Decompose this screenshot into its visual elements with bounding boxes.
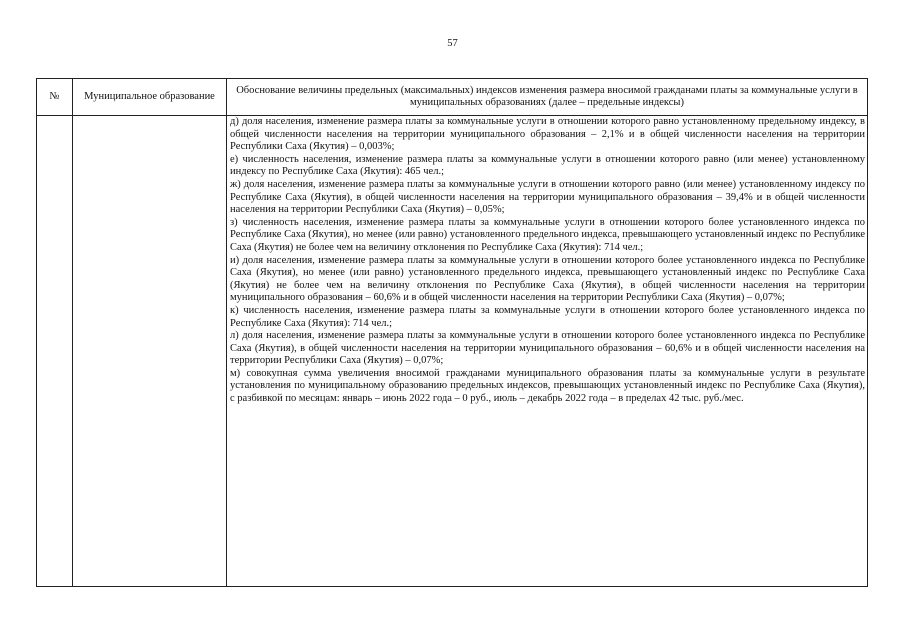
column-divider-1 — [72, 79, 73, 586]
justification-table — [36, 78, 868, 587]
paragraph-l: л) доля населения, изменение размера платы за коммунальные услуги в отношении которого более установленного индекса по Республике Саха (Якутия), в общей численности населения на территории муниципального образования – 60,6% и в общей численности населения на территории Республики Саха (Якутия) – 0,07%; — [230, 330, 865, 367]
paragraph-e: е) численность населения, изменение размера платы за коммунальные услуги в отношении которого равно (или менее) установленному индексу по Республике Саха (Якутия): 465 чел.; — [230, 153, 865, 178]
paragraph-zh: ж) доля населения, изменение размера платы за коммунальные услуги в отношении которого равно (или менее) установленному индексу по Республике Саха (Якутия), в общей численности населения на территории муниципального образования – 39,4% и в общей численности населения на территории Республики Саха (Якутия) – 0,05%; — [230, 178, 865, 216]
header-municipality: Муниципальное образование — [84, 90, 215, 102]
paragraph-d: д) доля населения, изменение размера платы за коммунальные услуги в отношении которого равно установленному предельному индексу, в общей численности населения на территории муниципального образования – 2,1% и в общей численности населения на территории Республики Саха (Якутия) – 0,003%; — [230, 116, 865, 153]
column-divider-2 — [226, 79, 227, 586]
header-number: № — [49, 90, 60, 102]
justification-cell — [230, 116, 865, 406]
paragraph-k: к) численность населения, изменение размера платы за коммунальные услуги в отношении которого более установленного индекса по Республике Саха (Якутия): 714 чел.; — [230, 304, 865, 329]
paragraph-i: и) доля населения, изменение размера платы за коммунальные услуги в отношении которого более установленного индекса по Республике Саха (Якутия), но менее (или равно) установленного предельного индекса, превышающего установленный индекс по Республике Саха (Якутия) не более чем на величину отклонения по Республике Саха (Якутия), в общей численности населения на территории муниципального образования – 60,6% и в общей численности населения на территории Республики Саха (Якутия) – 0,07%; — [230, 254, 865, 304]
paragraph-z: з) численность населения, изменение размера платы за коммунальные услуги в отношении которого более установленного индекса по Республике Саха (Якутия), но менее (или равно) установленного предельного индекса, превышающего установленный индекс по Республике Саха (Якутия) не более чем на величину отклонения по Республике Саха (Якутия): 714 чел.; — [230, 216, 865, 253]
header-justification: Обоснование величины предельных (максимальных) индексов изменения размера вносимой гражданами платы за коммунальные услуги в муниципальных образованиях (далее – предельные индексы) — [236, 84, 858, 108]
table-header-row — [37, 79, 867, 116]
paragraph-m: м) совокупная сумма увеличения вносимой гражданами муниципального образования платы за коммунальные услуги в результате установления по муниципальному образованию предельных индексов, превышающих установленный индекс по Республике Саха (Якутия), с разбивкой по месяцам: январь – июнь 2022 года – 0 руб., июль – декабрь 2022 года – в пределах 42 тыс. руб./мес. — [230, 367, 865, 405]
page-number: 57 — [447, 38, 458, 49]
